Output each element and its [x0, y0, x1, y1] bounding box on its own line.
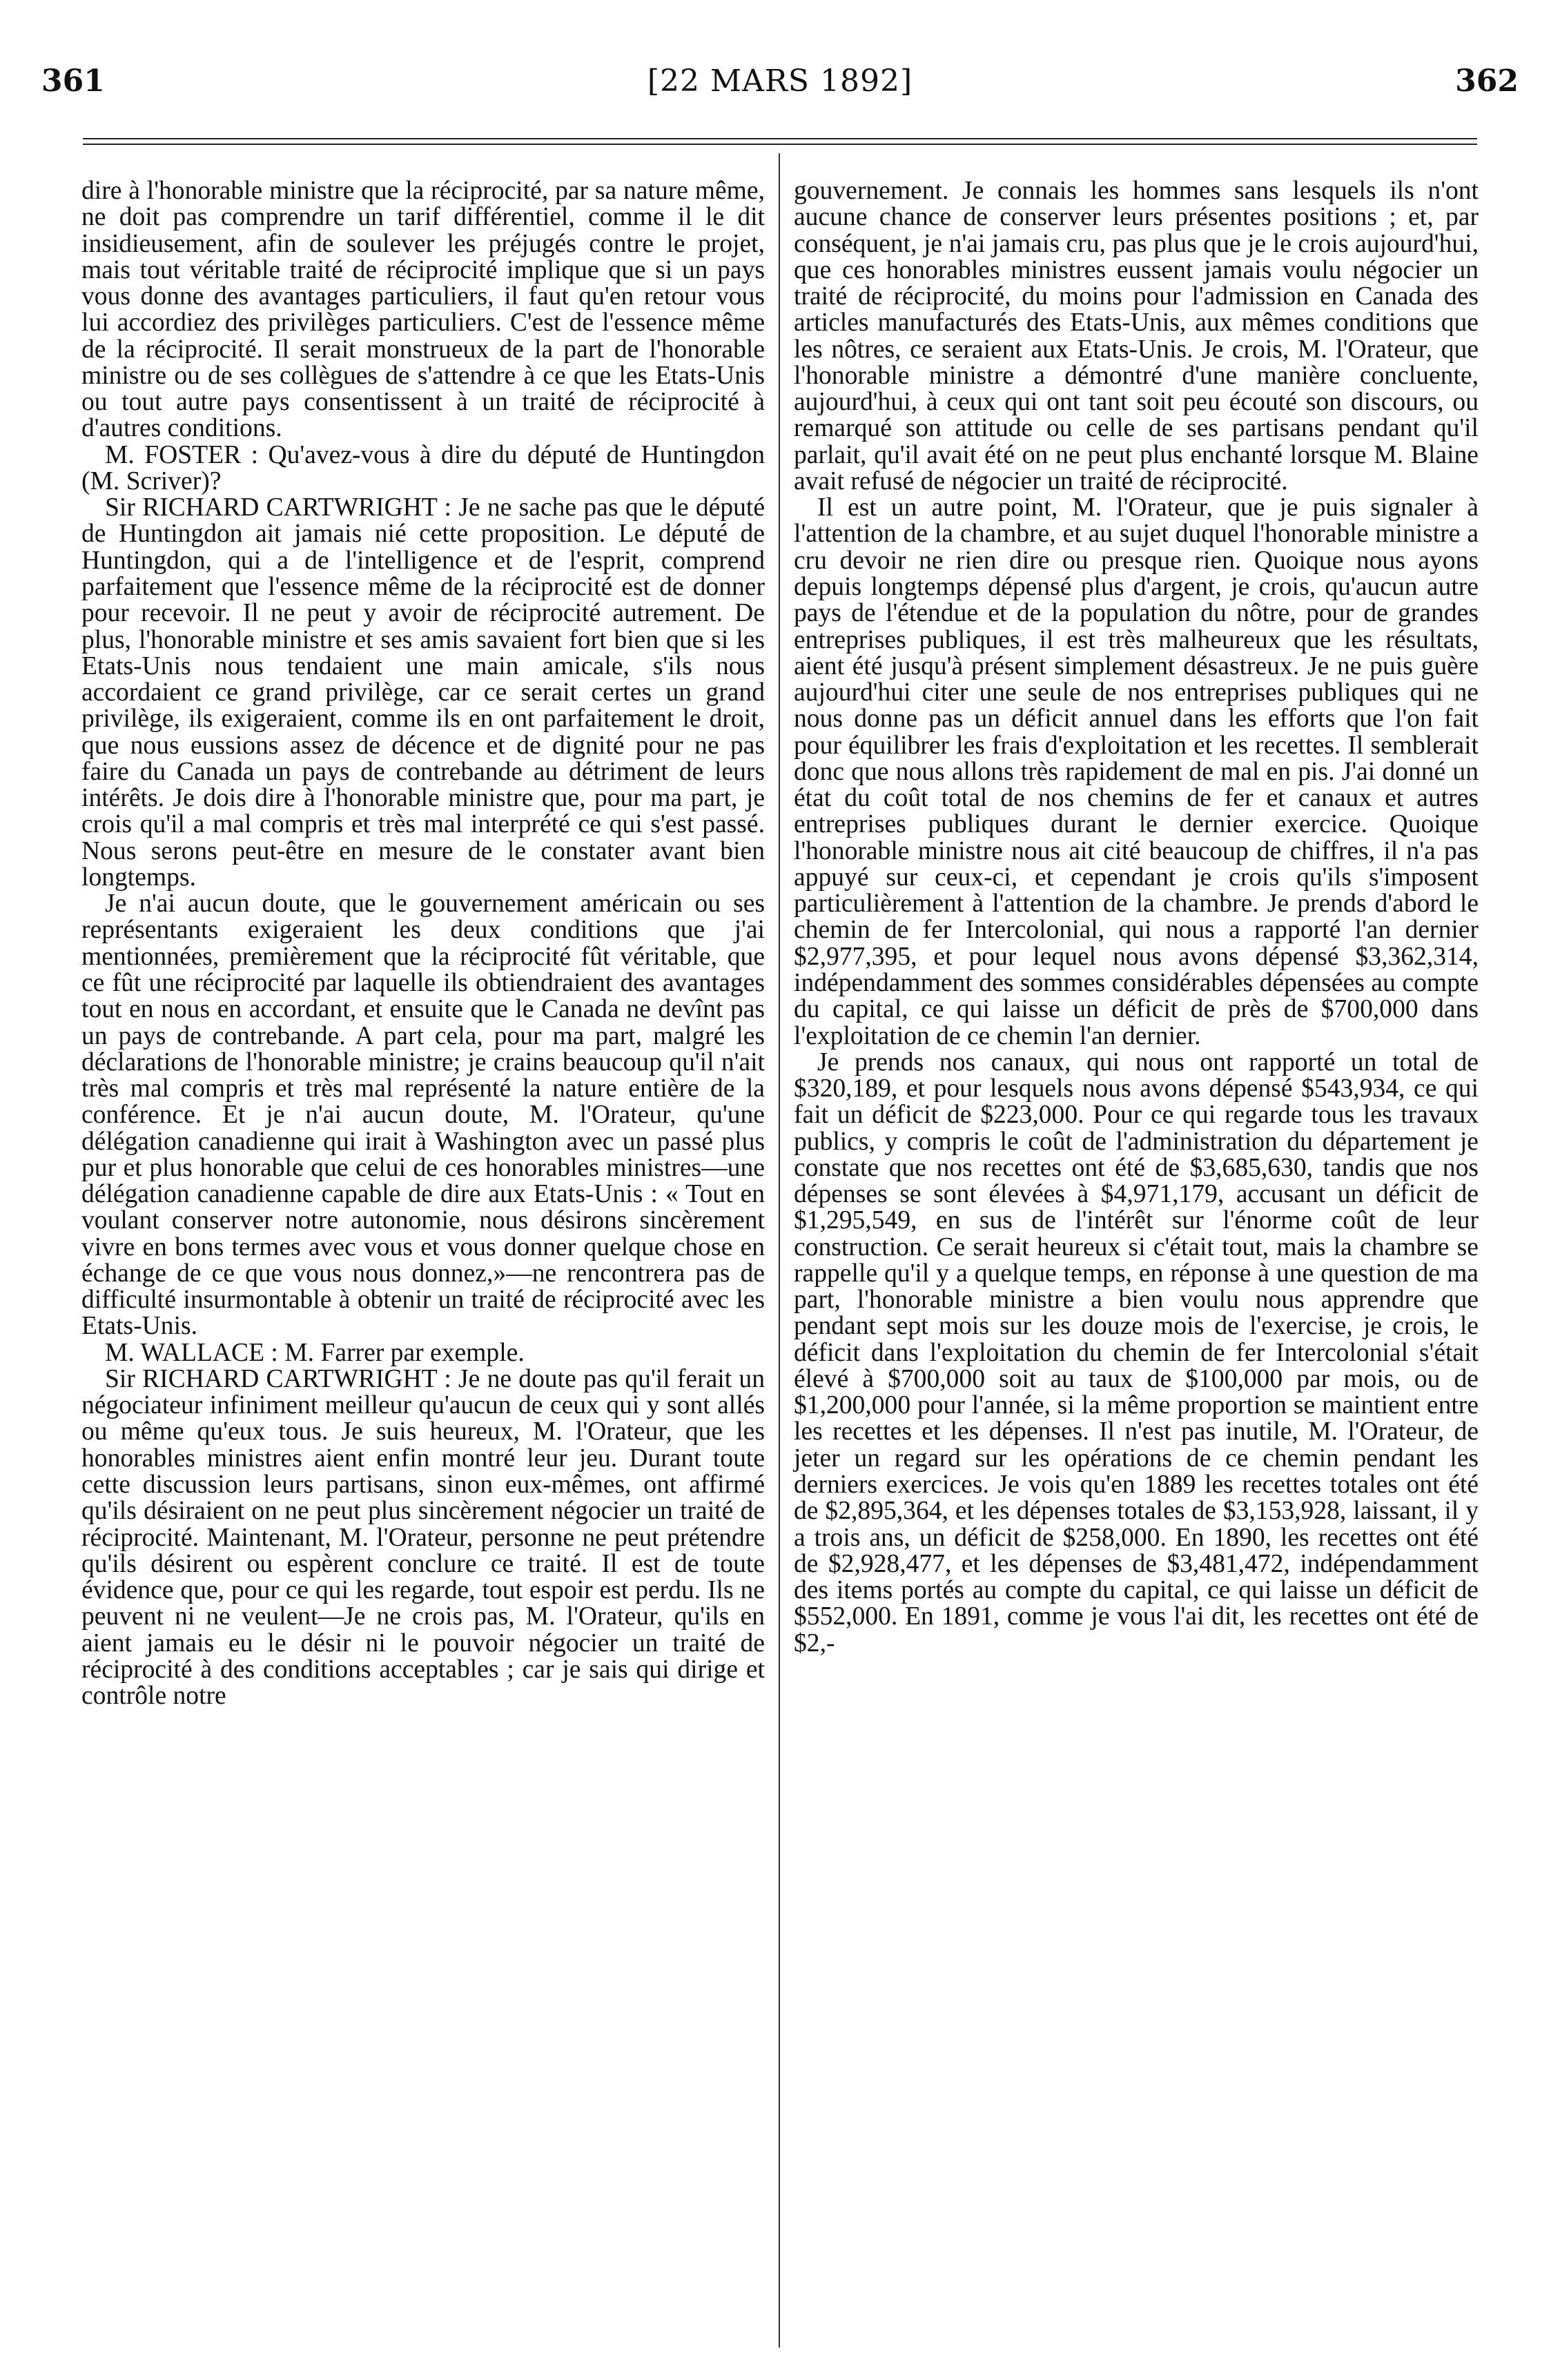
paragraph: Je n'ai aucun doute, que le gouvernement américain ou ses représentants exigeraient les deux conditions que j'ai mentionnées, premièrement que la réciprocité fût véritable, que ce fût une réciprocité par laquelle ils obtiendraient des avantages tout en nous en accordant, et ensuite que le Canada ne devînt pas un pays de contrebande. A part cela, pour ma part, malgré les déclarations de l'honorable ministre; je crains beaucoup qu'il n'ait très mal compris et très mal représenté la nature entière de la conférence. Et je n'ai aucun doute, M. l'Orateur, qu'une délégation canadienne qui irait à Washington avec un passé plus pur et plus honorable que celui de ces honorables ministres—une délégation canadienne capable de dire aux Etats-Unis : « Tout en voulant conserver notre autonomie, nous désirons sincèrement vivre en bons termes avec vous et vous donner quelque chose en échange de ce que vous nous donnez,»—ne rencontrera pas de difficulté insurmontable à obtenir un traité de réciprocité avec les Etats-Unis.	[81, 889, 765, 1341]
page-header	[41, 63, 1519, 112]
paragraph: dire à l'honorable ministre que la réciprocité, par sa nature même, ne doit pas comprendre un tarif différentiel, comme il le dit insidieusement, afin de soulever les préjugés contre le projet, mais tout véritable traité de réciprocité implique que si un pays vous donne des avantages particuliers, il faut qu'en retour vous lui accordiez des privilèges particuliers. C'est de l'essence même de la réciprocité. Il serait monstrueux de la part de l'honorable ministre ou de ses collègues de s'attendre à ce que les Etats-Unis ou tout autre pays consentissent à un traité de réciprocité à d'autres conditions.	[81, 177, 765, 443]
page-number-left: 361	[41, 63, 105, 99]
right-column	[794, 178, 1479, 1657]
page-date: [22 MARS 1892]	[647, 63, 913, 99]
paragraph: Sir RICHARD CARTWRIGHT : Je ne doute pas qu'il ferait un négociateur infiniment meilleur qu'aucun de ceux qui y sont allés ou même qu'eux tous. Je suis heureux, M. l'Orateur, que les honorables ministres aient enfin montré leur jeu. Durant toute cette discussion leurs partisans, sinon eux-mêmes, ont affirmé qu'ils désiraient on ne peut plus sincèrement négocier un traité de réciprocité. Maintenant, M. l'Orateur, personne ne peut prétendre qu'ils désirent ou espèrent conclure ce traité. Il est de toute évidence que, pour ce qui les regarde, tout espoir est perdu. Ils ne peuvent ni ne veulent—Je ne crois pas, M. l'Orateur, qu'ils en aient jamais eu le désir ni le pouvoir négocier un traité de réciprocité à des conditions acceptables ; car je sais qui dirige et contrôle notre	[81, 1364, 765, 1711]
paragraph: Je prends nos canaux, qui nous ont rapporté un total de $320,189, et pour lesquels nous avons dépensé $543,934, ce qui fait un déficit de $223,000. Pour ce qui regarde tous les travaux publics, y compris le coût de l'administration du département je constate que nos recettes ont été de $3,685,630, tandis que nos dépenses se sont élevées à $4,971,179, accusant un déficit de $1,295,549, en sus de l'intérêt sur l'énorme coût de leur construction. Ce serait heureux si c'était tout, mais la chambre se rappelle qu'il y a quelque temps, en réponse à une question de ma part, l'honorable ministre a bien voulu nous apprendre que pendant sept mois sur les douze mois de l'exercise, je crois, le déficit dans l'exploitation du chemin de fer Intercolonial s'était élevé à $700,000 soit au taux de $100,000 par mois, ou de $1,200,000 pour l'année, si la même proportion se maintient entre les recettes et les dépenses. Il n'est pas inutile, M. l'Orateur, de jeter un regard sur les opérations de ce chemin pendant les derniers exercices. Je vois qu'en 1889 les recettes totales ont été de $2,895,364, et les dépenses totales de $3,153,928, laissant, il y a trois ans, un déficit de $258,000. En 1890, les recettes ont été de $2,928,477, et les dépenses de $3,481,472, indépendamment des items portés au compte du capital, ce qui laisse un déficit de $552,000. En 1891, comme je vous l'ai dit, les recettes ont été de $2,-	[794, 1048, 1479, 1658]
paragraph: M. FOSTER : Qu'avez-vous à dire du député de Huntingdon (M. Scriver)?	[81, 440, 765, 495]
paragraph: gouvernement. Je connais les hommes sans lesquels ils n'ont aucune chance de conserver leurs présentes positions ; et, par conséquent, je n'ai jamais cru, pas plus que je le crois aujourd'hui, que ces honorables ministres eussent jamais voulu négocier un traité de réciprocité, du moins pour l'admission en Canada des articles manufacturés des Etats-Unis, aux mêmes conditions que les nôtres, ce seraient aux Etats-Unis. Je crois, M. l'Orateur, que l'honorable ministre a démontré d'une manière concluente, aujourd'hui, à ceux qui ont tant soit peu écouté son discours, ou remarqué son attitude ou celle de ses partisans pendant qu'il parlait, qu'il avait été on ne peut plus enchanté lorsque M. Blaine avait refusé de négocier un traité de réciprocité.	[794, 177, 1479, 495]
page-number-right: 362	[1455, 63, 1519, 99]
paragraph: Il est un autre point, M. l'Orateur, que je puis signaler à l'attention de la chambre, et au sujet duquel l'honorable ministre a cru devoir ne rien dire ou presque rien. Quoique nous ayons depuis longtemps dépensé plus d'argent, je crois, qu'aucun autre pays de l'étendue et de la population du nôtre, pour de grandes entreprises publiques, il est très malheureux que les résultats, aient été jusqu'à présent simplement désastreux. Je ne puis guère aujourd'hui citer une seule de nos entreprises publiques qui ne nous donne pas un déficit annuel dans les efforts que l'on fait pour équilibrer les frais d'exploitation et les recettes. Il semblerait donc que nous allons très rapidement de mal en pis. J'ai donné un état du coût total de nos chemins de fer et canaux et autres entreprises publiques durant le dernier exercice. Quoique l'honorable ministre nous ait cité beaucoup de chiffres, il n'a pas appuyé sur ceux-ci, et cependant je crois qu'ils s'imposent particulièrement à l'attention de la chambre. Je prends d'abord le chemin de fer Intercolonial, qui nous a rapporté l'an dernier $2,977,395, et pour lequel nous avons dépensé $3,362,314, indépendamment des sommes considérables dépensées au compte du capital, ce qui laisse un déficit de près de $700,000 dans l'exploitation de ce chemin l'an dernier.	[794, 493, 1479, 1050]
column-divider	[779, 153, 780, 2348]
paragraph: M. WALLACE : M. Farrer par exemple.	[105, 1338, 525, 1367]
header-rule-bottom	[83, 144, 1477, 145]
header-rule-top	[83, 138, 1477, 139]
paragraph: Sir RICHARD CARTWRIGHT : Je ne sache pas que le député de Huntingdon ait jamais nié cette proposition. Le député de Huntingdon, qui a de l'intelligence et de l'esprit, comprend parfaitement que l'essence même de la réciprocité est de donner pour recevoir. Il ne peut y avoir de réciprocité autrement. De plus, l'honorable ministre et ses amis savaient fort bien que si les Etats-Unis nous tendaient une main amicale, s'ils nous accordaient ce grand privilège, car ce serait certes un grand privilège, ils exigeraient, comme ils en ont parfaitement le droit, que nous eussions assez de décence et de dignité pour ne pas faire du Canada un pays de contrebande au détriment de leurs intérêts. Je dois dire à l'honorable ministre que, pour ma part, je crois qu'il a mal compris et très mal interprété ce qui s'est passé. Nous serons peut-être en mesure de le constater avant bien longtemps.	[81, 493, 765, 892]
left-column	[81, 178, 765, 1709]
